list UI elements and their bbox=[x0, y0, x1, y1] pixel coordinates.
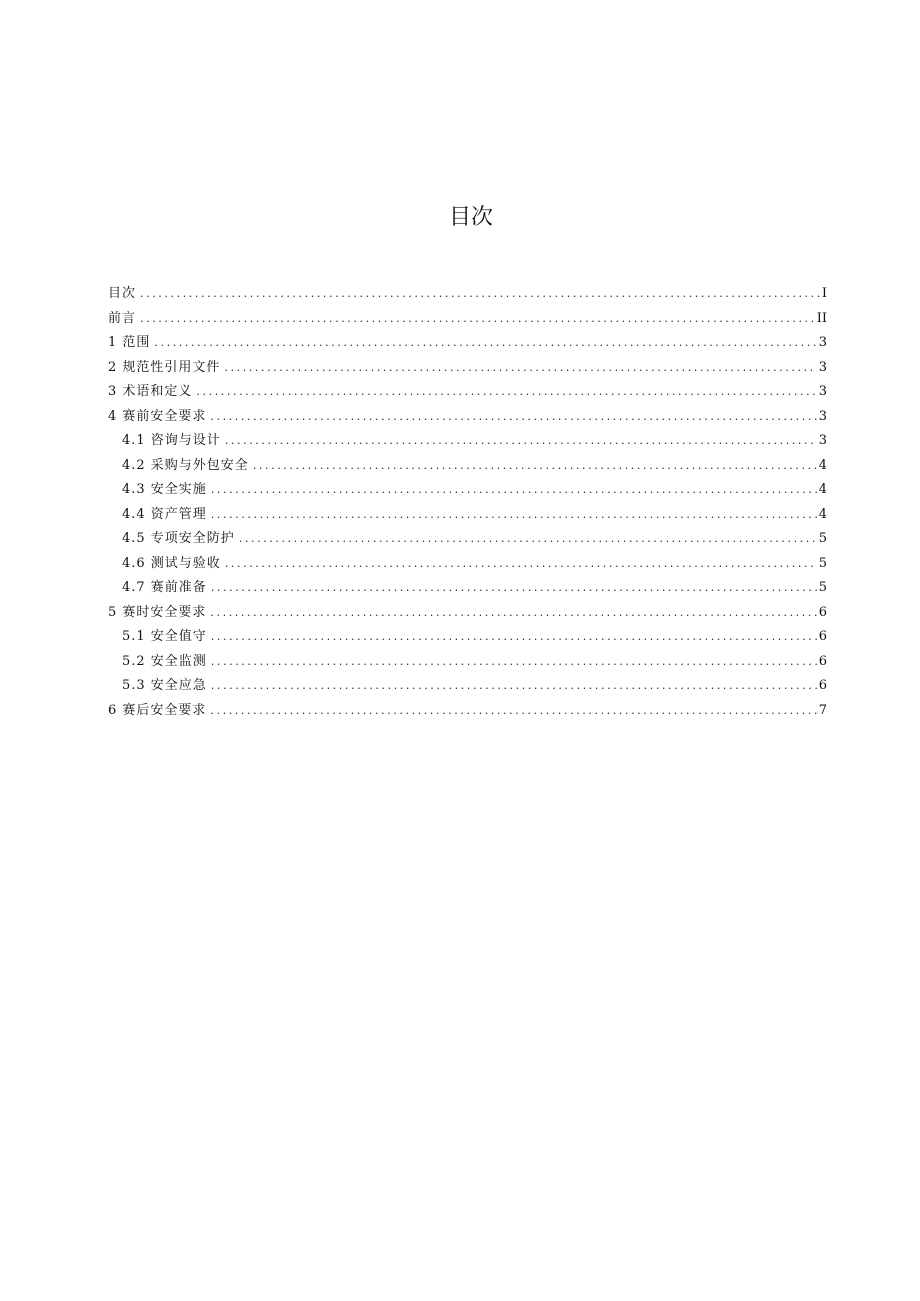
toc-entry-title: 5.1 安全值守 bbox=[122, 629, 207, 644]
toc-entry[interactable] bbox=[108, 429, 827, 454]
dot-leader bbox=[225, 552, 817, 577]
toc-entry[interactable] bbox=[108, 454, 827, 479]
toc-page-number: 5 bbox=[818, 531, 827, 546]
toc-page-number: 4 bbox=[818, 457, 827, 473]
toc-entry[interactable] bbox=[108, 552, 827, 577]
toc-page-number: 6 bbox=[818, 678, 827, 693]
toc-entry[interactable] bbox=[108, 356, 827, 381]
toc-page-number: 6 bbox=[818, 604, 827, 620]
dot-leader bbox=[239, 527, 817, 552]
toc-page-number: 3 bbox=[818, 433, 827, 448]
table-of-contents bbox=[108, 282, 827, 723]
toc-page-number: 4 bbox=[818, 482, 827, 497]
toc-page-number: 3 bbox=[818, 335, 827, 350]
toc-entry[interactable] bbox=[108, 650, 827, 675]
toc-entry-title: 目次 bbox=[108, 286, 137, 301]
toc-page-number: II bbox=[816, 310, 827, 326]
toc-entry[interactable] bbox=[108, 674, 827, 699]
toc-entry-title: 3 术语和定义 bbox=[108, 384, 193, 399]
toc-entry-title: 1 范围 bbox=[108, 335, 151, 350]
toc-entry[interactable] bbox=[108, 282, 827, 307]
dot-leader bbox=[210, 405, 816, 430]
toc-page-number: 4 bbox=[818, 506, 827, 522]
dot-leader bbox=[211, 625, 817, 650]
toc-page-number: 5 bbox=[818, 580, 827, 595]
toc-page-number: 6 bbox=[818, 653, 827, 669]
toc-entry-title: 5 赛时安全要求 bbox=[108, 604, 207, 620]
toc-page-number: 7 bbox=[818, 702, 827, 718]
toc-entry-title: 2 规范性引用文件 bbox=[108, 359, 221, 375]
toc-entry[interactable] bbox=[108, 503, 827, 528]
toc-entry-title: 5.3 安全应急 bbox=[122, 678, 207, 693]
dot-leader bbox=[210, 699, 816, 724]
toc-page-number: 3 bbox=[818, 408, 827, 424]
toc-entry-title: 4.2 采购与外包安全 bbox=[122, 457, 249, 473]
dot-leader bbox=[211, 650, 817, 675]
toc-page-number: 3 bbox=[818, 359, 827, 375]
dot-leader bbox=[224, 356, 816, 381]
page-title: 目次 bbox=[448, 205, 493, 230]
toc-entry-title: 4.7 赛前准备 bbox=[122, 580, 207, 595]
toc-page-number: I bbox=[821, 286, 827, 301]
toc-page-number: 6 bbox=[818, 629, 827, 644]
toc-entry[interactable] bbox=[108, 331, 827, 356]
toc-entry-title: 4.3 安全实施 bbox=[122, 482, 207, 497]
toc-page-number: 3 bbox=[818, 384, 827, 399]
toc-entry[interactable] bbox=[108, 576, 827, 601]
toc-entry-title: 4.5 专项安全防护 bbox=[122, 531, 235, 546]
dot-leader bbox=[210, 601, 816, 626]
toc-entry-title: 4.4 资产管理 bbox=[122, 506, 207, 522]
toc-page-number: 5 bbox=[818, 555, 827, 571]
toc-entry-title: 4.1 咨询与设计 bbox=[122, 433, 221, 448]
toc-entry[interactable] bbox=[108, 699, 827, 724]
toc-entry[interactable] bbox=[108, 625, 827, 650]
dot-leader bbox=[211, 576, 817, 601]
toc-entry-title: 4 赛前安全要求 bbox=[108, 408, 207, 424]
dot-leader bbox=[225, 429, 817, 454]
toc-entry[interactable] bbox=[108, 405, 827, 430]
toc-entry[interactable] bbox=[108, 380, 827, 405]
toc-entry-title: 6 赛后安全要求 bbox=[108, 702, 207, 718]
dot-leader bbox=[211, 478, 817, 503]
toc-entry-title: 前言 bbox=[108, 310, 137, 326]
dot-leader bbox=[140, 282, 820, 307]
dot-leader bbox=[140, 307, 815, 332]
dot-leader bbox=[253, 454, 817, 479]
toc-entry[interactable] bbox=[108, 527, 827, 552]
toc-entry-title: 5.2 安全监测 bbox=[122, 653, 207, 669]
toc-entry[interactable] bbox=[108, 478, 827, 503]
toc-entry[interactable] bbox=[108, 601, 827, 626]
dot-leader bbox=[211, 674, 817, 699]
toc-entry-title: 4.6 测试与验收 bbox=[122, 555, 221, 571]
dot-leader bbox=[196, 380, 816, 405]
toc-entry[interactable] bbox=[108, 307, 827, 332]
dot-leader bbox=[211, 503, 817, 528]
dot-leader bbox=[154, 331, 816, 356]
